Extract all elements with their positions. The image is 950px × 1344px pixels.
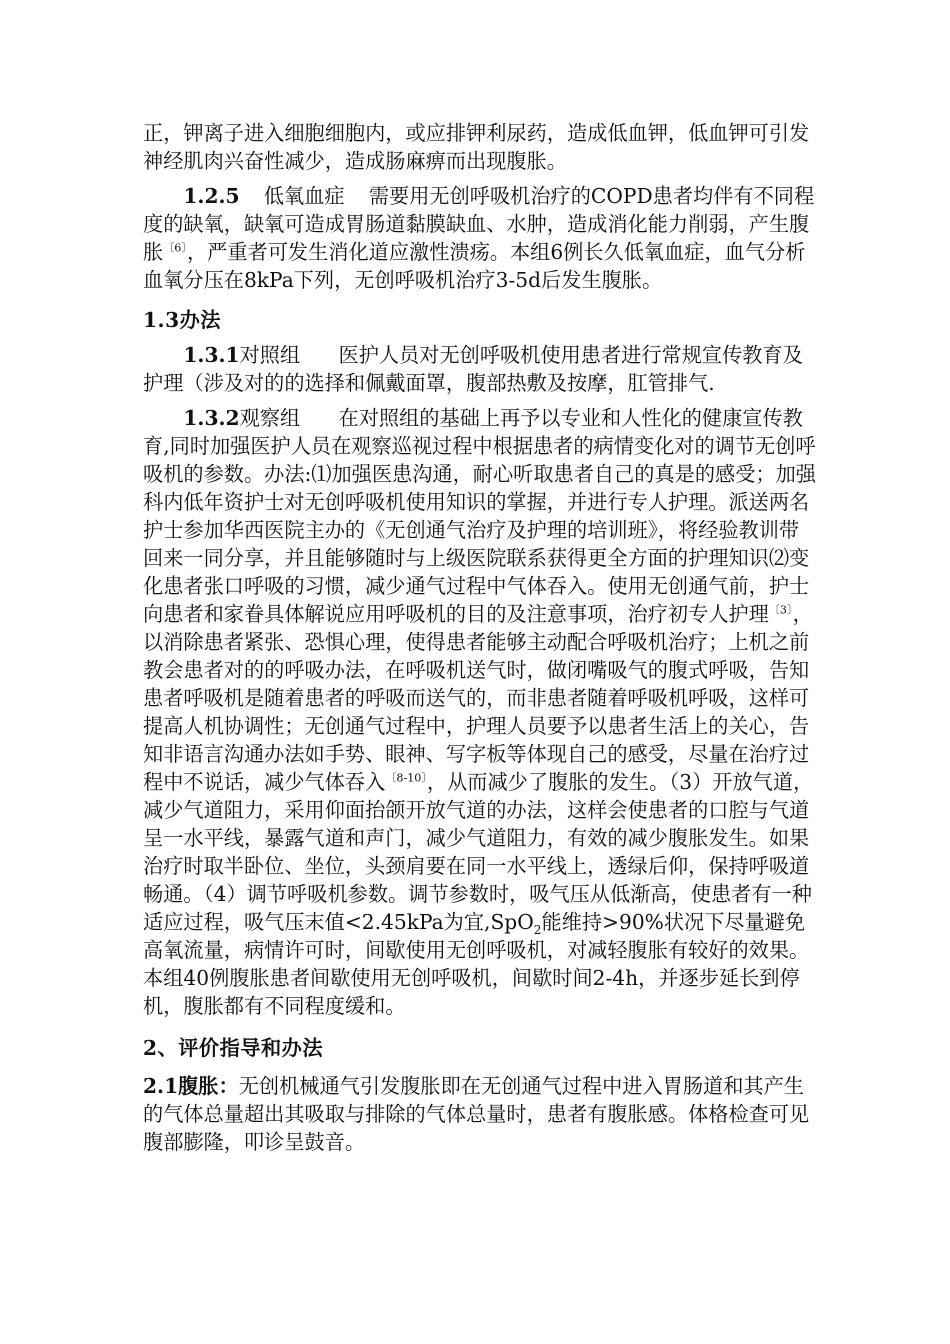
paragraph-text: 医护人员对无创呼吸机使用患者进行常规宣传教育及护理（涉及对的的选择和佩戴面罩，腹部热敷及按摩，肛管排气. [143,343,803,395]
paragraph-hypokalemia-end: 正，钾离子进入细胞细胞内，或应排钾利尿药，造成低血钾，低血钾可引发神经肌肉兴奋性减少，造成肠麻痹而出现腹胀。 [143,121,810,173]
citation-ref: 〔3〕 [768,603,793,617]
paragraph-1-2-5 [143,182,819,294]
heading-2: 2、评价指导和办法 [143,1036,324,1060]
paragraph-2-1 [143,1072,819,1156]
paragraph-text: ，严重者可发生消化道应激性溃疡。本组6例长久低氧血症，血气分析血氧分压在8kPa下列，无创呼吸机治疗3-5d后发生腹胀。 [143,240,806,292]
paragraph-text: 在对照组的基础上再予以专业和人性化的健康宣传教育,同时加强医护人员在观察巡视过程中根据患者的病情变化对的调节无创呼吸机的参数。办法:⑴加强医患沟通，耐心听取患者自己的真是的感受；加强科内低年资护士对无创呼吸机使用知识的掌握，并进行专人护理。派送两名护士参加华西医院主办的《无创通气治疗及护理的培训班》，将经验教训带回来一同分享，并且能够随时与上级医院联系获得更全方面的护理知识⑵变化患者张口呼吸的习惯，减少通气过程中气体吞入。使用无创通气前，护士向患者和家眷具体解说应用呼吸机的目的及注意事项，治疗初专人护理 [143,406,816,626]
definition-label: 2.1腹胀： [143,1074,239,1098]
document-page [143,112,819,1156]
section-number: 1.3.1 [183,343,240,367]
citation-ref: 〔8-10〕 [385,771,427,785]
paragraph-text: ，从而减少了腹胀的发生。（3）开放气道，减少气道阻力，采用仰面抬颌开放气道的办法，这样会使患者的口腔与气道呈一水平线，暴露气道和声门，减少气道阻力，有效的减少腹胀发生。如果治疗时取半卧位、坐位，头颈肩要在同一水平线上，透绿后仰，保持呼吸道畅通。（4）调节呼吸机参数。调节参数时，吸气压从低渐高，使患者有一种适应过程，吸气压末值<2.45kPa为宜,SpO [143,770,814,934]
section-title: 观察组 [239,406,301,430]
paragraph-text: 能维持>90%状况下尽量避免高氧流量，病情许可时，间歇使用无创呼吸机，对减轻腹胀有较好的效果。本组40例腹胀患者间歇使用无创呼吸机，间歇时间2-4h，并逐步延长到停机，腹胀都有不同程度缓和。 [143,910,810,1018]
section-title: 对照组 [239,343,301,367]
subscript: 2 [533,923,542,938]
citation-ref: 〔6〕 [163,241,187,255]
section-number: 1.3.2 [183,406,240,430]
paragraph-1-3-2 [143,404,819,1020]
paragraph-1-3-1 [143,341,819,397]
section-number: 1.2.5 [183,184,240,208]
section-title: 低氧血症 [263,184,345,208]
heading-1-3: 1.3办法 [143,308,221,332]
paragraph-text: 需要用无创呼吸机治疗的COPD患者均伴有不同程度的缺氧，缺氧可造成胃肠道黏膜缺血、水肿，造成消化能力削弱，产生腹胀 [143,184,815,264]
paragraph-text: ，以消除患者紧张、恐惧心理，使得患者能够主动配合呼吸机治疗；上机之前教会患者对的的呼吸办法，在呼吸机送气时，做闭嘴吸气的腹式呼吸，告知患者呼吸机是随着患者的呼吸而送气的，而非患者随着呼吸机呼吸，这样可提高人机协调性；无创通气过程中，护理人员要予以患者生活上的关心，告知非语言沟通办法如手势、眼神、写字板等体现自己的感受，尽量在治疗过程中不说话，减少气体吞入 [143,602,813,794]
paragraph-text: 无创机械通气引发腹胀即在无创通气过程中进入胃肠道和其产生的气体总量超出其吸取与排除的气体总量时，患者有腹胀感。体格检查可见腹部膨隆，叩诊呈鼓音。 [143,1074,810,1154]
